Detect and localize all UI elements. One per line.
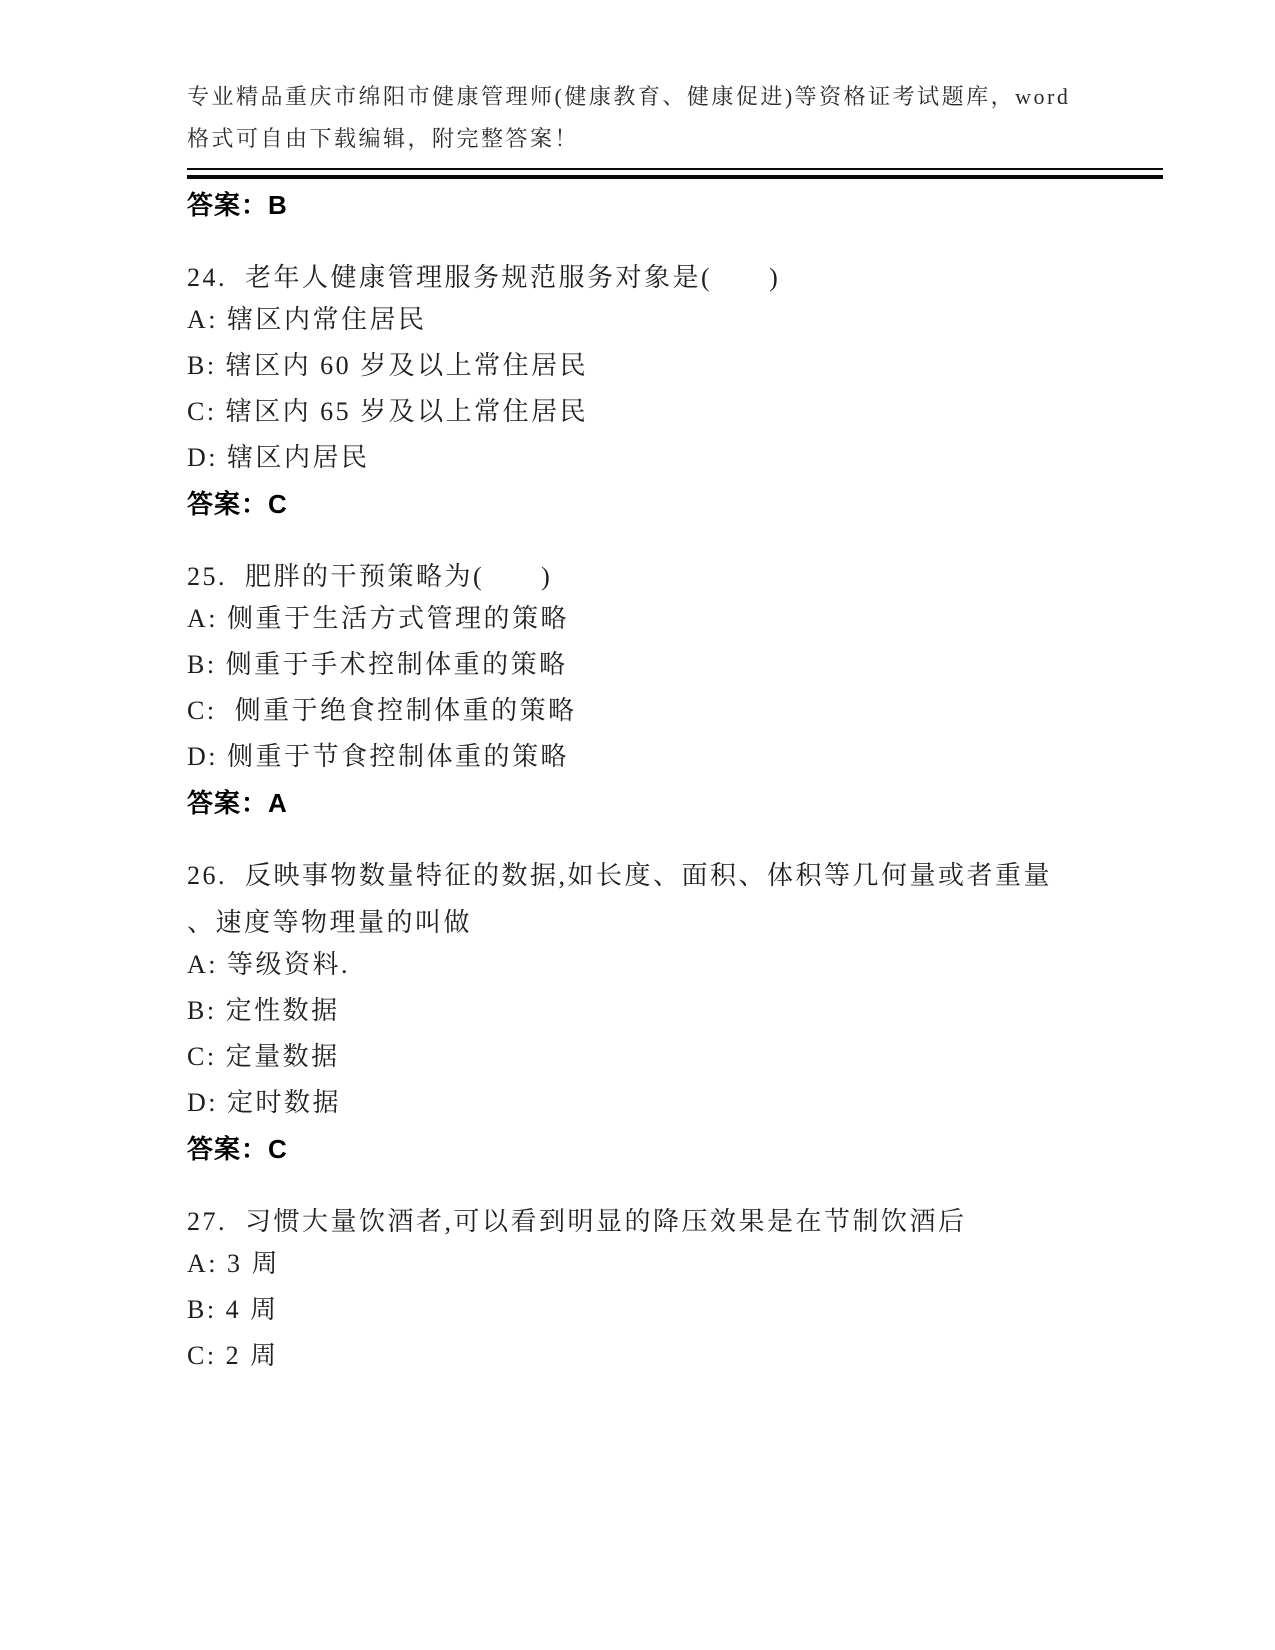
- question-25-option-a: A: 侧重于生活方式管理的策略: [187, 604, 570, 633]
- question-26: [187, 855, 1163, 1165]
- question-26-option-b: B: 定性数据: [187, 996, 340, 1025]
- page-header: [187, 76, 1163, 160]
- question-27-option-c: C: 2 周: [187, 1341, 279, 1370]
- question-26-text-line-1: 26. 反映事物数量特征的数据,如长度、面积、体积等几何量或者重量: [187, 861, 1053, 890]
- answer-line-previous-question: 答案：B: [187, 190, 288, 220]
- divider-thin-line: [187, 168, 1163, 170]
- question-25-option-d: D: 侧重于节食控制体重的策略: [187, 742, 570, 771]
- question-24: [187, 257, 1163, 520]
- question-24-option-c: C: 辖区内 65 岁及以上常住居民: [187, 397, 589, 426]
- question-27-text: 27. 习惯大量饮酒者,可以看到明显的降压效果是在节制饮酒后: [187, 1207, 967, 1236]
- question-26-text-line-2: 、速度等物理量的叫做: [187, 908, 473, 937]
- question-25-answer: 答案：A: [187, 788, 288, 818]
- promo-line-1: 专业精品重庆市绵阳市健康管理师(健康教育、健康促进)等资格证考试题库，word: [187, 84, 1071, 109]
- question-24-option-d: D: 辖区内居民: [187, 443, 370, 472]
- question-27-option-b: B: 4 周: [187, 1295, 279, 1324]
- question-27-option-a: A: 3 周: [187, 1249, 281, 1278]
- question-24-text: 24. 老年人健康管理服务规范服务对象是( ): [187, 263, 781, 292]
- question-26-answer: 答案：C: [187, 1134, 288, 1164]
- question-25: [187, 556, 1163, 819]
- divider-thick-line: [187, 175, 1163, 179]
- question-24-answer: 答案：C: [187, 489, 288, 519]
- header-divider: [187, 168, 1163, 179]
- question-25-text: 25. 肥胖的干预策略为( ): [187, 562, 553, 591]
- question-27: [187, 1201, 1163, 1372]
- question-24-option-b: B: 辖区内 60 岁及以上常住居民: [187, 351, 589, 380]
- question-26-option-a: A: 等级资料.: [187, 950, 351, 979]
- question-24-option-a: A: 辖区内常住居民: [187, 305, 427, 334]
- question-25-option-c: C: 侧重于绝食控制体重的策略: [187, 696, 577, 725]
- question-26-option-c: C: 定量数据: [187, 1042, 340, 1071]
- question-26-option-d: D: 定时数据: [187, 1088, 342, 1117]
- promo-line-2: 格式可自由下载编辑，附完整答案！: [187, 126, 580, 151]
- question-25-option-b: B: 侧重于手术控制体重的策略: [187, 650, 568, 679]
